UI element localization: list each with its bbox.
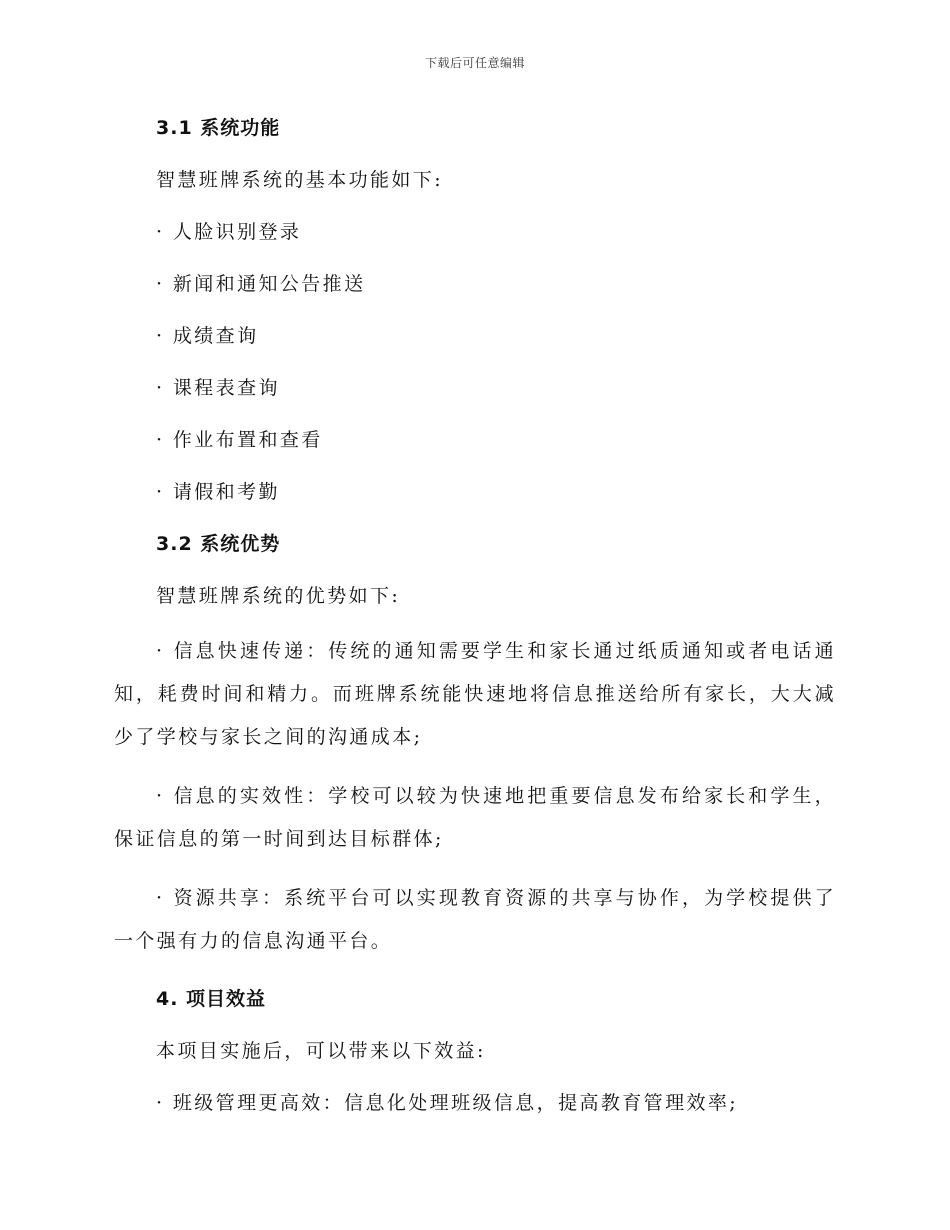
advantage-paragraph: · 信息的实效性：学校可以较为快速地把重要信息发布给家长和学生，保证信息的第一时间到达目标群体; <box>114 785 836 850</box>
section-heading-3-1: 3.1 系统功能 <box>156 117 281 139</box>
list-item: · 课程表查询 <box>156 377 280 399</box>
section-intro-4: 本项目实施后，可以带来以下效益: <box>156 1040 486 1062</box>
section-heading-3-2: 3.2 系统优势 <box>156 533 281 555</box>
document-body <box>114 110 836 1121</box>
section-heading-4: 4. 项目效益 <box>156 988 267 1010</box>
list-item: · 人脸识别登录 <box>156 221 302 243</box>
advantage-paragraph: · 资源共享：系统平台可以实现教育资源的共享与协作，为学校提供了一个强有力的信息沟通平台。 <box>114 887 836 952</box>
list-item: · 请假和考勤 <box>156 481 280 503</box>
page-header-note: 下载后可任意编辑 <box>424 56 525 70</box>
advantage-paragraph: · 信息快速传递：传统的通知需要学生和家长通过纸质通知或者电话通知，耗费时间和精力。而班牌系统能快速地将信息推送给所有家长，大大减少了学校与家长之间的沟通成本; <box>114 640 836 748</box>
list-item: · 班级管理更高效：信息化处理班级信息，提高教育管理效率; <box>156 1092 739 1114</box>
section-intro-3-1: 智慧班牌系统的基本功能如下: <box>156 169 444 191</box>
list-item: · 作业布置和查看 <box>156 429 323 451</box>
list-item: · 成绩查询 <box>156 325 259 347</box>
list-item: · 新闻和通知公告推送 <box>156 273 366 295</box>
section-intro-3-2: 智慧班牌系统的优势如下: <box>156 585 401 607</box>
